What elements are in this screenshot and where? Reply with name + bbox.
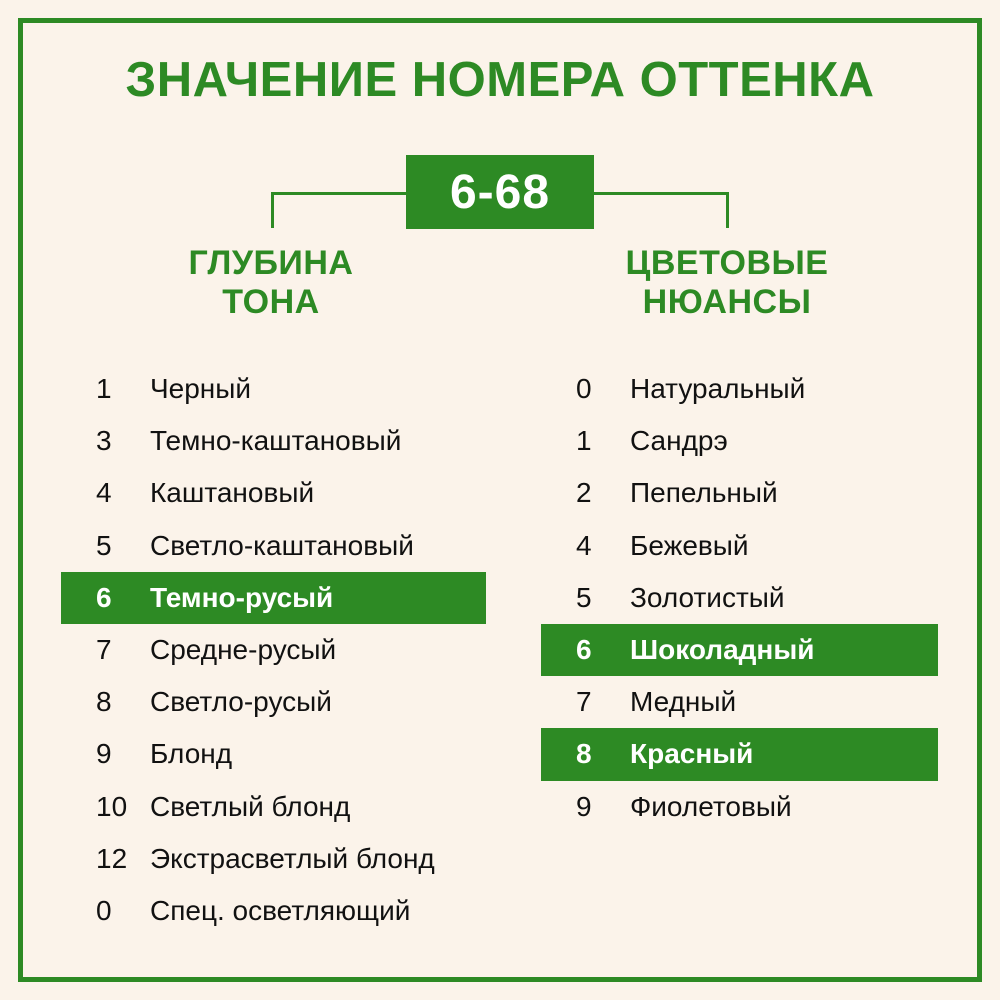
tone-depth-number: 4 [96,477,112,509]
color-nuance-number: 8 [576,738,592,770]
tone-depth-label: Светло-русый [150,686,332,718]
color-nuance-number: 7 [576,686,592,718]
color-nuance-row [541,520,938,572]
color-nuance-row [541,624,938,676]
tone-depth-label: Светлый блонд [150,790,351,822]
color-nuance-label: Шоколадный [630,634,815,666]
connector-right-vertical [726,192,729,228]
right-heading-line-1: ЦВЕТОВЫЕ [625,244,829,282]
shade-code-box: 6-68 [406,155,594,229]
color-nuance-label: Пепельный [630,477,778,509]
color-nuance-number: 1 [576,425,592,457]
color-nuance-label: Фиолетовый [630,790,792,822]
tone-depth-row [61,572,486,624]
connector-left-vertical [271,192,274,228]
color-nuance-row [541,467,938,519]
tone-depth-row [61,624,486,676]
tone-depth-row [61,885,486,937]
right-heading [562,244,892,322]
tone-depth-number: 1 [96,373,112,405]
tone-depth-row [61,415,486,467]
tone-depth-number: 5 [96,529,112,561]
page-title: ЗНАЧЕНИЕ НОМЕРА ОТТЕНКА [125,53,875,107]
tone-depth-label: Светло-каштановый [150,529,414,561]
color-nuance-number: 0 [576,373,592,405]
connector-right-horizontal [592,192,729,195]
tone-depth-label: Средне-русый [150,634,337,666]
tone-depth-list [61,363,486,937]
color-nuance-row [541,781,938,833]
tone-depth-label: Каштановый [150,477,315,509]
color-nuance-number: 9 [576,790,592,822]
color-nuance-row [541,363,938,415]
color-nuance-number: 6 [576,634,592,666]
tone-depth-number: 3 [96,425,112,457]
right-heading-line-2: НЮАНСЫ [642,283,812,321]
tone-depth-label: Экстрасветлый блонд [150,842,435,874]
tone-depth-label: Спец. осветляющий [150,894,411,926]
color-nuance-list [541,363,938,833]
color-nuance-label: Натуральный [630,373,806,405]
tone-depth-number: 0 [96,894,112,926]
tone-depth-row [61,728,486,780]
tone-depth-number: 7 [96,634,112,666]
color-nuance-label: Бежевый [630,529,749,561]
color-nuance-label: Золотистый [630,581,785,613]
tone-depth-number: 8 [96,686,112,718]
tone-depth-row [61,363,486,415]
color-nuance-number: 2 [576,477,592,509]
color-nuance-row [541,728,938,780]
color-nuance-label: Сандрэ [630,425,728,457]
tone-depth-label: Темно-русый [150,581,334,613]
tone-depth-label: Черный [150,373,252,405]
tone-depth-label: Темно-каштановый [150,425,402,457]
color-nuance-row [541,415,938,467]
color-nuance-number: 5 [576,581,592,613]
tone-depth-row [61,833,486,885]
left-heading [106,244,436,322]
tone-depth-number: 6 [96,581,112,613]
color-nuance-row [541,572,938,624]
tone-depth-row [61,676,486,728]
tone-depth-row [61,781,486,833]
tone-depth-row [61,467,486,519]
color-nuance-number: 4 [576,529,592,561]
left-heading-line-2: ТОНА [222,283,320,321]
connector-left-horizontal [271,192,408,195]
tone-depth-label: Блонд [150,738,233,770]
color-nuance-label: Медный [630,686,737,718]
tone-depth-row [61,520,486,572]
color-nuance-label: Красный [630,738,754,770]
tone-depth-number: 10 [96,790,128,822]
color-nuance-row [541,676,938,728]
left-heading-line-1: ГЛУБИНА [188,244,354,282]
tone-depth-number: 12 [96,842,128,874]
tone-depth-number: 9 [96,738,112,770]
